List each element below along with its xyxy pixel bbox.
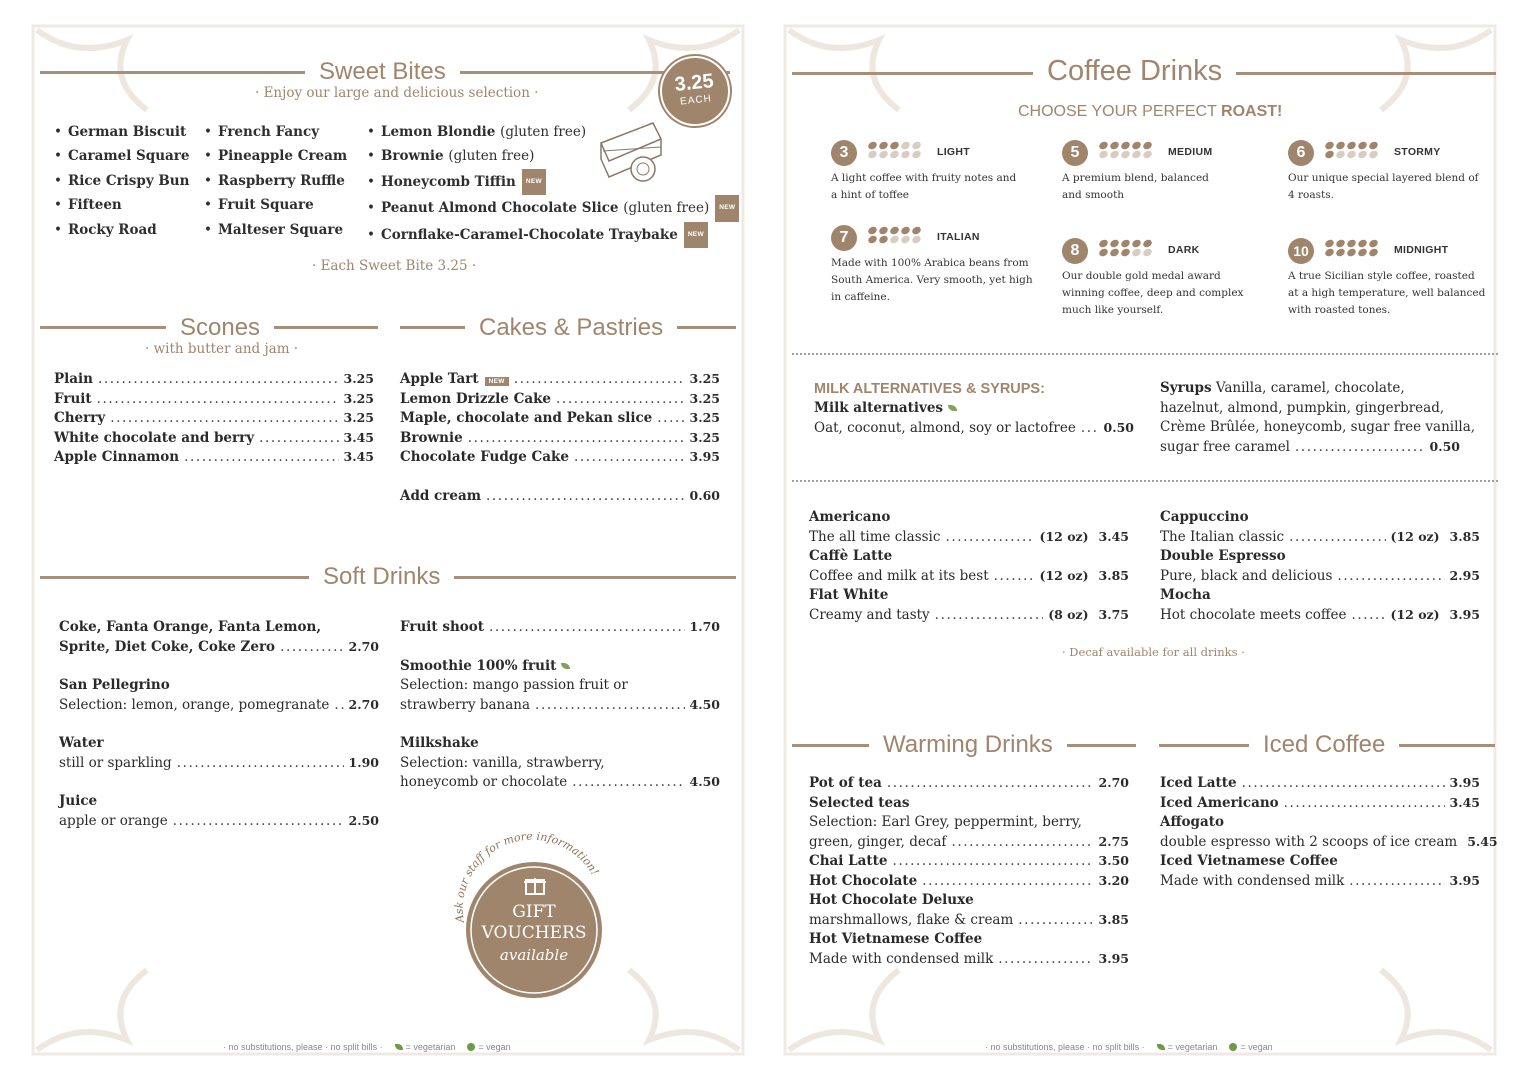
menu-row xyxy=(1160,775,1480,795)
item-name: Iced Americano xyxy=(1160,794,1279,811)
item-desc: The all time classic xyxy=(809,528,941,545)
new-badge: NEW xyxy=(684,222,708,248)
new-badge: NEW xyxy=(485,377,509,386)
coffee-bean-icon xyxy=(900,140,911,151)
item-desc: strawberry banana xyxy=(400,696,531,713)
item-price: 2.95 xyxy=(1449,567,1480,583)
item-price: 3.25 xyxy=(343,390,374,406)
item-price: 3.95 xyxy=(1449,606,1480,622)
roast-number: 5 xyxy=(1062,140,1088,166)
coffee-bean-icon xyxy=(1131,238,1142,249)
item-note: (gluten free) xyxy=(500,124,587,140)
soft-drinks-title: Soft Drinks xyxy=(309,563,454,591)
coffee-bean-icon xyxy=(911,225,922,236)
item-price: 1.70 xyxy=(689,619,720,634)
soft-drinks-col2 xyxy=(400,619,720,794)
list-item: • Caramel Square xyxy=(54,144,189,168)
roast-subtitle-b: ROAST! xyxy=(1221,103,1283,120)
item-title: Cappuccino xyxy=(1160,509,1249,525)
footer-veg: = vegetarian xyxy=(1167,1042,1218,1052)
sweet-bites-footer: · Each Sweet Bite 3.25 · xyxy=(312,258,477,274)
menu-row xyxy=(1160,568,1480,588)
left-menu-page xyxy=(27,20,749,1060)
item-title: Flat White xyxy=(809,587,889,603)
decaf-note: · Decaf available for all drinks · xyxy=(1062,645,1245,659)
list-item: • Malteser Square xyxy=(204,218,347,242)
roast-label: LIGHT xyxy=(937,146,970,158)
item-name: Lemon Blondie xyxy=(380,124,496,140)
coffee-bean-icon xyxy=(1109,238,1120,249)
coffee-bean-icon xyxy=(1098,140,1109,151)
menu-row xyxy=(59,813,379,833)
vegan-icon xyxy=(948,405,957,411)
item-title: Mocha xyxy=(1160,587,1211,603)
syrups-text: Vanilla, caramel, chocolate, xyxy=(1215,380,1405,396)
list-item: • Rice Crispy Bun xyxy=(54,169,189,193)
item-name: Add cream xyxy=(400,487,482,504)
item-desc: green, ginger, decaf xyxy=(809,833,947,850)
item-price: 3.25 xyxy=(689,371,720,386)
coffee-bean-icon xyxy=(1131,140,1142,151)
roast-desc-line: with roasted tones. xyxy=(1288,304,1391,316)
voucher-line3: available xyxy=(499,946,569,964)
item-name: Apple Tart xyxy=(400,371,479,387)
item-size: (12 oz) xyxy=(1390,606,1440,622)
menu-row xyxy=(54,430,374,450)
item-name: Cherry xyxy=(54,410,106,426)
item-desc: Pure, black and delicious xyxy=(1160,567,1333,584)
item-price: 0.60 xyxy=(689,487,720,503)
roast-strength-beans xyxy=(868,227,923,243)
left-footer xyxy=(223,1042,511,1052)
roast-description xyxy=(1062,170,1209,204)
roast-subtitle-a: CHOOSE YOUR PERFECT xyxy=(1018,103,1217,120)
item-name: Honeycomb Tiffin xyxy=(380,173,516,190)
roast-desc-line: in caffeine. xyxy=(831,291,890,303)
roast-strength-beans xyxy=(1099,142,1154,158)
coffee-bean-icon xyxy=(1142,238,1153,249)
item-title: Double Espresso xyxy=(1160,548,1286,564)
item-price: 3.25 xyxy=(343,371,374,386)
item-price: 3.45 xyxy=(1449,794,1480,810)
coffee-bean-icon xyxy=(1324,238,1335,249)
list-item: • French Fancy xyxy=(204,120,347,144)
vegetarian-icon xyxy=(395,1044,403,1050)
smoothie-title: Smoothie 100% fruit xyxy=(400,657,557,674)
coffee-list-col1 xyxy=(809,509,1129,626)
item-name: White chocolate and berry xyxy=(54,429,255,446)
item-name: Fruit shoot xyxy=(400,619,484,635)
vegan-icon xyxy=(1229,1043,1237,1051)
item-price: 2.70 xyxy=(1098,775,1129,790)
coffee-bean-icon xyxy=(878,225,889,236)
list-item: • Pineapple Cream xyxy=(204,144,347,168)
item-desc: Selection: vanilla, strawberry, xyxy=(400,754,605,771)
coffee-bean-icon xyxy=(1120,140,1131,151)
sweet-bites-subtitle: · Enjoy our large and delicious selection · xyxy=(255,85,539,101)
roast-desc-line: A premium blend, balanced xyxy=(1062,172,1209,184)
cakes-list xyxy=(400,371,720,507)
coffee-title: Coffee Drinks xyxy=(1033,55,1236,88)
item-name: Apple Cinnamon xyxy=(54,449,180,465)
item-desc: apple or orange xyxy=(59,812,168,829)
new-badge: NEW xyxy=(715,195,739,221)
milk-heading: MILK ALTERNATIVES & SYRUPS: xyxy=(814,381,1045,397)
menu-row xyxy=(400,774,720,794)
menu-row xyxy=(400,449,720,469)
right-menu-page xyxy=(779,20,1501,1060)
roast-number: 6 xyxy=(1288,140,1314,166)
roast-desc-line: 4 roasts. xyxy=(1288,189,1334,201)
item-price: 3.95 xyxy=(689,449,720,464)
roast-description xyxy=(1288,170,1479,204)
item-desc: The Italian classic xyxy=(1160,528,1285,545)
coffee-bean-icon xyxy=(1120,238,1131,249)
menu-row xyxy=(809,951,1129,971)
item-name: Cornflake-Caramel-Chocolate Traybake xyxy=(380,226,678,243)
menu-row xyxy=(54,410,374,430)
item-price: 3.25 xyxy=(343,410,374,425)
roast-label: MIDNIGHT xyxy=(1394,244,1449,256)
roast-desc-line: Our double gold medal award xyxy=(1062,270,1221,282)
footer-note: · no substitutions, please · no split bills · xyxy=(223,1042,383,1052)
menu-row xyxy=(809,873,1129,893)
menu-row xyxy=(809,529,1129,549)
vegetarian-icon xyxy=(1157,1044,1165,1050)
item-title: Milkshake xyxy=(400,735,479,751)
item-note: (gluten free) xyxy=(623,200,710,217)
item-desc: still or sparkling xyxy=(59,754,172,771)
roast-label: MEDIUM xyxy=(1168,146,1213,158)
menu-row xyxy=(54,449,374,469)
voucher-line2: VOUCHERS xyxy=(481,923,587,943)
item-price: 3.95 xyxy=(1098,950,1129,966)
menu-row xyxy=(814,420,1134,440)
menu-row xyxy=(59,755,379,775)
menu-row xyxy=(400,410,720,430)
menu-row xyxy=(400,697,720,717)
item-desc: Made with condensed milk xyxy=(1160,872,1345,889)
item-desc: honeycomb or chocolate xyxy=(400,774,568,790)
roast-description xyxy=(1062,268,1243,319)
coffee-bean-icon xyxy=(911,140,922,151)
roast-label: DARK xyxy=(1168,244,1200,256)
list-item xyxy=(367,222,739,248)
menu-row xyxy=(809,834,1129,854)
item-title: Selected teas xyxy=(809,794,910,811)
syrups-title: Syrups xyxy=(1160,380,1212,396)
roast-description xyxy=(1288,268,1485,319)
menu-row xyxy=(400,391,720,411)
item-price: 3.45 xyxy=(1098,528,1129,544)
gift-voucher-seal xyxy=(442,830,612,1000)
item-price: 4.50 xyxy=(689,696,720,712)
roast-description xyxy=(831,255,1033,306)
list-item: • Fifteen xyxy=(54,193,189,217)
footer-vegan: = vegan xyxy=(1240,1042,1273,1052)
roast-label: ITALIAN xyxy=(937,231,980,243)
item-title: Affogato xyxy=(1160,814,1224,830)
item-note: (gluten free) xyxy=(448,148,535,165)
menu-row xyxy=(1160,795,1480,815)
item-desc: Hot chocolate meets coffee xyxy=(1160,606,1347,623)
coffee-bean-icon xyxy=(1335,238,1346,249)
menu-row xyxy=(809,607,1129,627)
roast-subtitle xyxy=(1018,103,1282,121)
coffee-bean-icon xyxy=(867,140,878,151)
list-item xyxy=(367,169,739,195)
item-price: 2.50 xyxy=(348,812,379,828)
item-price: 3.20 xyxy=(1098,872,1129,888)
coffee-bean-icon xyxy=(867,225,878,236)
item-price: 3.25 xyxy=(689,410,720,425)
scones-list xyxy=(54,371,374,469)
item-price: 3.95 xyxy=(1449,872,1480,888)
item-price: 3.75 xyxy=(1098,606,1129,622)
voucher-line1: GIFT xyxy=(512,902,556,922)
roast-description xyxy=(831,170,1016,204)
soft-drinks-col1 xyxy=(59,619,379,832)
milk-title: Milk alternatives xyxy=(814,400,944,416)
menu-row xyxy=(809,853,1129,873)
item-price: 1.90 xyxy=(348,754,379,770)
item-price: 3.45 xyxy=(343,449,374,464)
item-price: 4.50 xyxy=(689,774,720,789)
item-price: 3.85 xyxy=(1098,911,1129,927)
item-price: 3.25 xyxy=(689,429,720,445)
roast-desc-line: Our unique special layered blend of xyxy=(1288,172,1479,184)
item-price: 2.70 xyxy=(348,638,379,654)
item-price: 3.25 xyxy=(689,390,720,406)
syrups-line xyxy=(1160,380,1460,400)
roast-strength-beans xyxy=(1325,240,1380,256)
coffee-bean-icon xyxy=(1357,238,1368,249)
menu-row xyxy=(1160,607,1480,627)
item-price: 3.85 xyxy=(1449,528,1480,544)
coffee-bean-icon xyxy=(878,140,889,151)
menu-row xyxy=(1160,833,1498,854)
item-name: Iced Latte xyxy=(1160,775,1237,791)
item-desc: Made with condensed milk xyxy=(809,950,994,967)
menu-row xyxy=(1160,439,1460,459)
coffee-bean-icon xyxy=(1324,140,1335,151)
item-price: 2.70 xyxy=(348,696,379,712)
roast-number: 8 xyxy=(1062,238,1088,264)
item-desc: Creamy and tasty xyxy=(809,606,930,623)
sweet-bites-col3 xyxy=(367,120,739,248)
item-price: 3.85 xyxy=(1098,567,1129,583)
syrups-block xyxy=(1160,380,1476,458)
item-name: Hot Chocolate xyxy=(809,872,918,889)
list-item xyxy=(367,144,739,168)
syrups-line: hazelnut, almond, pumpkin, gingerbread, xyxy=(1160,399,1445,416)
milk-block xyxy=(814,400,1134,439)
item-price: 3.95 xyxy=(1449,775,1480,790)
roast-desc-line: winning coffee, deep and complex xyxy=(1062,287,1244,299)
roast-strength-beans xyxy=(868,142,923,158)
item-desc: Selection: lemon, orange, pomegranate xyxy=(59,696,330,713)
vegan-icon xyxy=(561,663,570,669)
coffee-bean-icon xyxy=(1346,140,1357,151)
menu-row xyxy=(400,488,720,508)
vegan-icon xyxy=(467,1043,475,1051)
item-name: Pot of tea xyxy=(809,775,882,791)
coffee-bean-icon xyxy=(1098,238,1109,249)
item-title: Coke, Fanta Orange, Fanta Lemon, xyxy=(59,619,322,635)
roast-desc-line: South America. Very smooth, yet high xyxy=(831,274,1033,286)
menu-row xyxy=(809,568,1129,588)
item-size: (12 oz) xyxy=(1039,567,1089,583)
roast-desc-line: A true Sicilian style coffee, roasted xyxy=(1288,270,1475,282)
menu-row xyxy=(59,639,379,659)
badge-price: 3.25 xyxy=(673,70,715,97)
menu-row xyxy=(1160,529,1480,549)
item-price: 2.75 xyxy=(1098,833,1129,849)
list-item xyxy=(367,120,739,144)
new-badge: NEW xyxy=(522,169,546,195)
syrups-line: Crème Brûlée, honeycomb, sugar free vanilla, xyxy=(1160,419,1476,435)
item-title xyxy=(400,658,720,678)
menu-row xyxy=(809,912,1129,932)
roast-desc-line: a hint of toffee xyxy=(831,189,910,201)
menu-row xyxy=(54,391,374,411)
list-item xyxy=(367,195,739,221)
roast-desc-line: A light coffee with fruity notes and xyxy=(831,172,1017,184)
roast-desc-line: Made with 100% Arabica beans from xyxy=(831,257,1029,269)
coffee-list-col2 xyxy=(1160,509,1480,626)
roast-desc-line: at a high temperature, well balanced xyxy=(1288,287,1486,299)
item-title: Water xyxy=(59,735,104,751)
menu-row xyxy=(59,697,379,717)
coffee-bean-icon xyxy=(1357,140,1368,151)
roast-strength-beans xyxy=(1099,240,1154,256)
menu-row xyxy=(54,371,374,391)
cakes-title: Cakes & Pastries xyxy=(465,314,677,342)
item-price: 3.45 xyxy=(343,429,374,445)
item-price: 0.50 xyxy=(1103,419,1134,435)
list-item: • Rocky Road xyxy=(54,218,189,242)
item-size: (8 oz) xyxy=(1048,606,1089,622)
item-name: Chocolate Fudge Cake xyxy=(400,449,569,465)
item-desc: Coffee and milk at its best xyxy=(809,567,989,584)
coffee-bean-icon xyxy=(1368,238,1379,249)
item-desc: Selection: mango passion fruit or xyxy=(400,677,628,693)
item-title: Iced Vietnamese Coffee xyxy=(1160,853,1338,869)
coffee-bean-icon xyxy=(889,225,900,236)
item-size: (12 oz) xyxy=(1390,528,1440,544)
list-item: • Fruit Square xyxy=(204,193,347,217)
item-desc: sugar free caramel xyxy=(1160,438,1290,455)
voucher-arc-text: Ask our staff for more information! xyxy=(452,830,602,924)
roast-label: STORMY xyxy=(1394,146,1441,158)
list-item: • Raspberry Ruffle xyxy=(204,169,347,193)
item-price: 5.45 xyxy=(1467,833,1498,849)
item-title: San Pellegrino xyxy=(59,677,170,693)
menu-row xyxy=(400,371,720,391)
item-desc: Oat, coconut, almond, soy or lactofree xyxy=(814,419,1076,436)
item-title: Juice xyxy=(59,793,98,809)
sweet-bites-col2 xyxy=(204,120,347,242)
item-name: Chai Latte xyxy=(809,853,888,869)
coffee-bean-icon xyxy=(1109,140,1120,151)
footer-veg: = vegetarian xyxy=(405,1042,456,1052)
item-size: (12 oz) xyxy=(1039,528,1089,544)
roast-desc-line: and smooth xyxy=(1062,189,1125,201)
coffee-bean-icon xyxy=(1142,140,1153,151)
footer-note: · no substitutions, please · no split bills · xyxy=(985,1042,1145,1052)
item-desc: Selection: Earl Grey, peppermint, berry, xyxy=(809,814,1082,830)
item-name: Sprite, Diet Coke, Coke Zero xyxy=(59,638,276,655)
warming-title: Warming Drinks xyxy=(869,731,1067,759)
scones-title: Scones xyxy=(166,314,274,342)
item-name: Peanut Almond Chocolate Slice xyxy=(380,200,619,217)
sweet-bites-col1 xyxy=(54,120,189,242)
sweet-bites-title: Sweet Bites xyxy=(305,58,460,86)
item-name: Lemon Drizzle Cake xyxy=(400,390,552,407)
coffee-bean-icon xyxy=(1368,140,1379,151)
item-name: Brownie xyxy=(400,429,463,446)
badge-each: EACH xyxy=(679,93,713,108)
item-title: Americano xyxy=(809,509,891,525)
iced-title: Iced Coffee xyxy=(1249,731,1399,759)
item-name: Maple, chocolate and Pekan slice xyxy=(400,410,653,426)
item-desc: double espresso with 2 scoops of ice cream xyxy=(1160,833,1458,850)
item-title xyxy=(814,400,1134,420)
roast-number: 7 xyxy=(831,225,857,251)
iced-list xyxy=(1160,775,1498,892)
footer-vegan: = vegan xyxy=(478,1042,511,1052)
roast-number: 3 xyxy=(831,140,857,166)
right-footer xyxy=(985,1042,1273,1052)
item-title: Hot Chocolate Deluxe xyxy=(809,892,974,908)
menu-row xyxy=(1160,873,1480,893)
item-name: Fruit xyxy=(54,390,92,407)
menu-row xyxy=(400,430,720,450)
menu-row xyxy=(400,619,720,639)
coffee-bean-icon xyxy=(900,225,911,236)
roast-desc-line: much like yourself. xyxy=(1062,304,1164,316)
roast-strength-beans xyxy=(1325,142,1380,158)
item-title: Caffè Latte xyxy=(809,548,893,564)
cake-illustration xyxy=(595,115,667,185)
coffee-bean-icon xyxy=(1335,140,1346,151)
coffee-bean-icon xyxy=(1346,238,1357,249)
list-item: • German Biscuit xyxy=(54,120,189,144)
item-desc: marshmallows, flake & cream xyxy=(809,911,1014,928)
item-name: Plain xyxy=(54,371,93,387)
scones-subtitle: · with butter and jam · xyxy=(145,341,299,357)
item-price: 3.50 xyxy=(1098,853,1129,868)
item-title: Hot Vietnamese Coffee xyxy=(809,931,983,947)
menu-row xyxy=(809,775,1129,795)
coffee-bean-icon xyxy=(889,140,900,151)
item-price: 0.50 xyxy=(1429,438,1460,454)
roast-number: 10 xyxy=(1288,238,1314,264)
warming-list xyxy=(809,775,1129,970)
item-name: Brownie xyxy=(380,148,444,165)
